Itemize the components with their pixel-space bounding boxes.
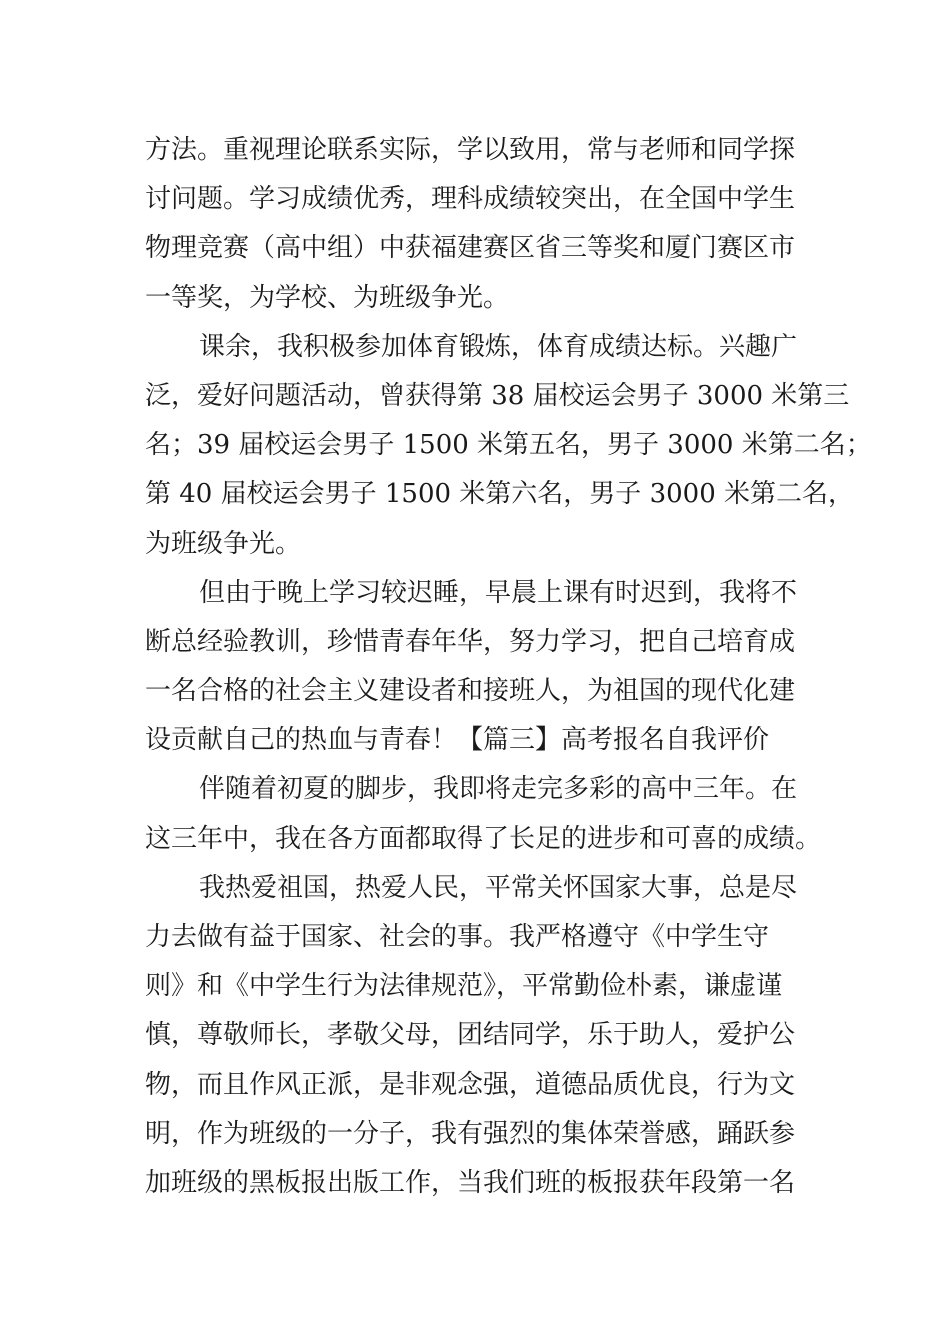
- text-line: 名；39 届校运会男子 1500 米第五名，男子 3000 米第二名；: [145, 430, 872, 461]
- body-text: [145, 126, 872, 1208]
- text-line: 设贡献自己的热血与青春！【篇三】高考报名自我评价: [145, 725, 770, 756]
- text-line: 物，而且作风正派，是非观念强，道德品质优良，行为文: [145, 1069, 796, 1100]
- text-line: 讨问题。学习成绩优秀，理科成绩较突出，在全国中学生: [145, 184, 796, 215]
- text-line: 断总经验教训，珍惜青春年华，努力学习，把自己培育成: [145, 626, 796, 657]
- paragraph-first-line: 但由于晚上学习较迟睡，早晨上课有时迟到，我将不: [199, 577, 798, 608]
- text-line: 力去做有益于国家、社会的事。我严格遵守《中学生守: [145, 922, 770, 952]
- text-line: 则》和《中学生行为法律规范》，平常勤俭朴素，谦虚谨: [145, 971, 783, 1002]
- text-line: 方法。重视理论联系实际，学以致用，常与老师和同学探: [145, 135, 796, 165]
- text-line: 第 40 届校运会男子 1500 米第六名，男子 3000 米第二名，: [145, 479, 855, 510]
- text-line: 一等奖，为学校、为班级争光。: [145, 282, 510, 313]
- text-line: 这三年中，我在各方面都取得了长足的进步和可喜的成绩。: [145, 823, 822, 854]
- paragraph-first-line: 课余，我积极参加体育锻炼，体育成绩达标。兴趣广: [199, 331, 798, 362]
- text-line: 为班级争光。: [145, 528, 302, 559]
- text-line: 明，作为班级的一分子，我有强烈的集体荣誉感，踊跃参: [145, 1118, 796, 1149]
- text-line: 一名合格的社会主义建设者和接班人，为祖国的现代化建: [145, 676, 796, 707]
- paragraph-first-line: 我热爱祖国，热爱人民，平常关怀国家大事，总是尽: [199, 872, 798, 903]
- text-line: 慎，尊敬师长，孝敬父母，团结同学，乐于助人，爱护公: [145, 1020, 796, 1051]
- text-line: 泛，爱好问题活动，曾获得第 38 届校运会男子 3000 米第三: [145, 380, 850, 411]
- paragraph-first-line: 伴随着初夏的脚步，我即将走完多彩的高中三年。在: [199, 774, 798, 805]
- text-line: 加班级的黑板报出版工作，当我们班的板报获年段第一名: [145, 1167, 796, 1198]
- text-line: 物理竞赛（高中组）中获福建赛区省三等奖和厦门赛区市: [145, 233, 796, 264]
